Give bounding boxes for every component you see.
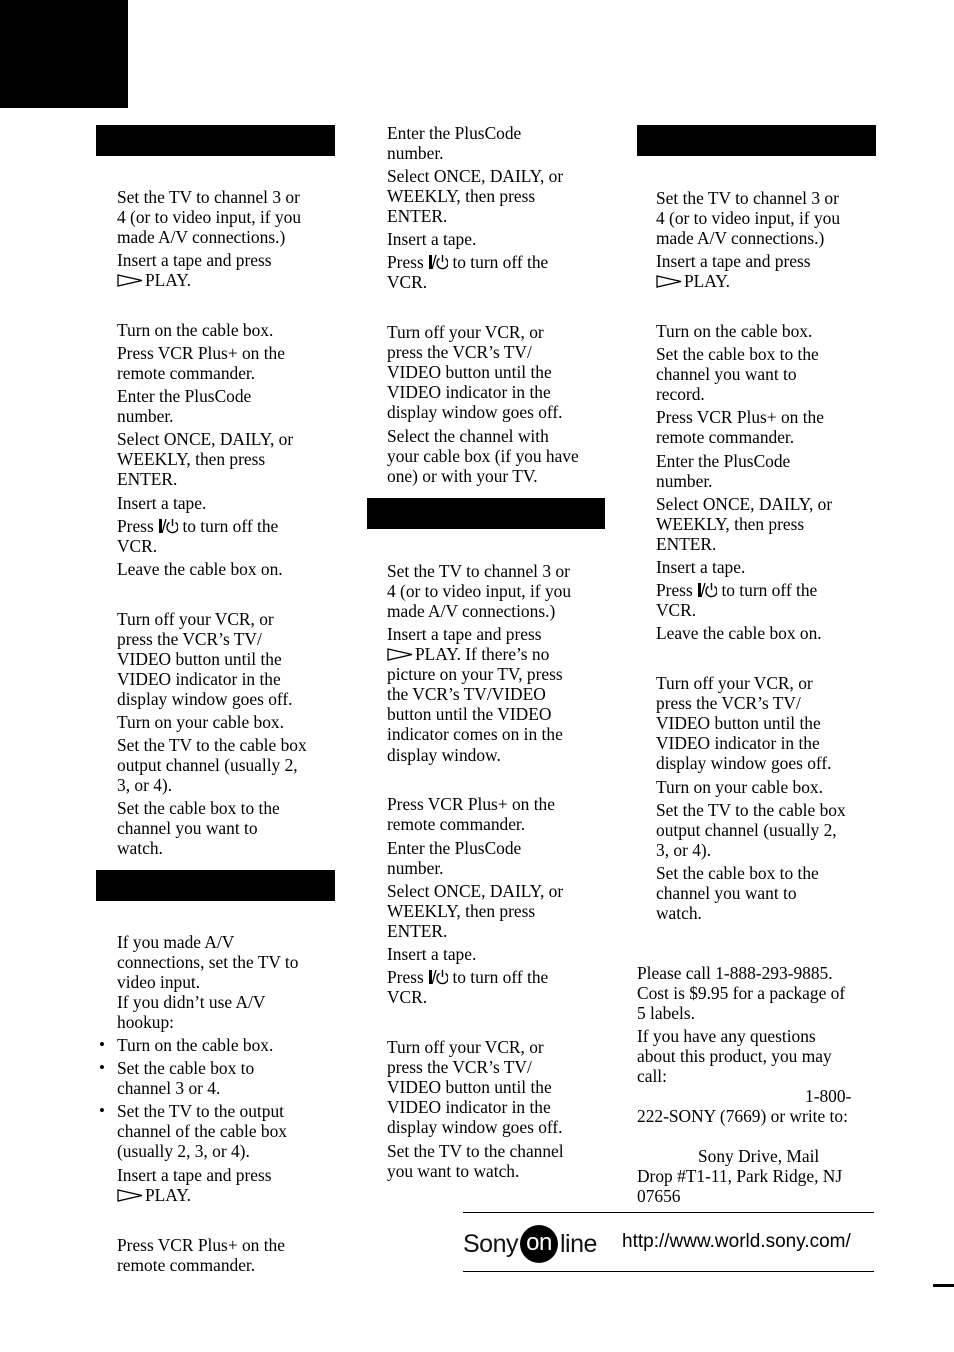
step-text: Set the cable box to the channel you want to record. [656, 344, 819, 405]
phone-number: 1-800- [805, 1086, 852, 1106]
step-text: Set the TV to the channel you want to watch. [387, 1141, 564, 1182]
step-text: Insert a tape and press PLAY. [117, 1165, 272, 1206]
step-text: Leave the cable box on. [656, 623, 822, 643]
step-text: Set the TV to channel 3 or 4 (or to video input, if you made A/V connections.) [656, 188, 841, 249]
power-icon [697, 582, 717, 598]
step-text: Insert a tape. [656, 557, 746, 577]
corner-block [0, 0, 128, 108]
step-text: Turn on your cable box. [656, 777, 823, 797]
section-bar [96, 125, 335, 156]
phone-number: 222-SONY (7669) or write to: [637, 1106, 848, 1126]
step-text: Press VCR Plus+ on the remote commander. [117, 1235, 285, 1276]
step-text: Turn off your VCR, or press the VCR’s TV/ VIDEO button until the VIDEO indicator in the display window goes off. [387, 1037, 563, 1138]
step-text: Press VCR Plus+ on the remote commander. [117, 343, 285, 384]
section-bar [96, 870, 335, 901]
footer-rule-bottom [463, 1271, 874, 1272]
list-item: Turn on the cable box. [117, 1035, 274, 1055]
step-text: Turn on your cable box. [117, 712, 284, 732]
sony-online-logo: Sony on line [463, 1226, 597, 1262]
step-text: Turn on the cable box. [656, 321, 813, 341]
page-edge-mark [933, 1284, 954, 1287]
step-text: Select ONCE, DAILY, or WEEKLY, then press ENTER. [656, 494, 833, 555]
step-text: Select the channel with your cable box (if you have one) or with your TV. [387, 426, 579, 487]
step-text: Press VCR Plus+ on the remote commander. [656, 407, 824, 448]
play-icon [117, 1189, 143, 1202]
power-icon [428, 254, 448, 270]
step-text: Turn off your VCR, or press the VCR’s TV/ VIDEO button until the VIDEO indicator in the display window goes off. [387, 322, 563, 423]
step-text: Enter the PlusCode number. [387, 838, 522, 879]
bullet: • [99, 1058, 105, 1077]
step-text: Press VCR Plus+ on the remote commander. [387, 794, 555, 835]
step-text: Press to turn off the VCR. [656, 580, 818, 621]
section-bar [367, 498, 605, 529]
step-text: Insert a tape. [387, 229, 477, 249]
step-text: Set the TV to channel 3 or 4 (or to video input, if you made A/V connections.) [117, 187, 302, 248]
step-text: Set the cable box to the channel you want to watch. [656, 863, 819, 924]
mailing-address: Sony Drive, Mail [698, 1146, 820, 1166]
step-text: Press to turn off the VCR. [117, 516, 279, 557]
step-text: Set the TV to channel 3 or 4 (or to video input, if you made A/V connections.) [387, 561, 572, 622]
play-icon [656, 275, 682, 288]
step-text: Select ONCE, DAILY, or WEEKLY, then press ENTER. [117, 429, 294, 490]
step-text: Turn off your VCR, or press the VCR’s TV/ VIDEO button until the VIDEO indicator in the display window goes off. [656, 673, 832, 774]
step-text: Leave the cable box on. [117, 559, 283, 579]
label-order-text: Please call 1-888-293-9885. Cost is $9.95 for a package of 5 labels. [637, 963, 846, 1024]
play-icon [117, 274, 143, 287]
step-text: Set the cable box to the channel you want to watch. [117, 798, 280, 859]
section-bar [637, 125, 876, 156]
step-text: Select ONCE, DAILY, or WEEKLY, then press ENTER. [387, 166, 564, 227]
mailing-address: 07656 [637, 1186, 681, 1206]
step-text: Insert a tape. [117, 493, 207, 513]
play-icon [387, 648, 413, 661]
list-item: Set the cable box to channel 3 or 4. [117, 1058, 255, 1099]
step-text: Enter the PlusCode number. [656, 451, 791, 492]
step-text: Turn off your VCR, or press the VCR’s TV/ VIDEO button until the VIDEO indicator in the display window goes off. [117, 609, 293, 710]
step-text: Press to turn off the VCR. [387, 967, 549, 1008]
step-text: Turn on the cable box. [117, 320, 274, 340]
list-item: Set the TV to the output channel of the cable box (usually 2, 3, or 4). [117, 1101, 287, 1162]
power-icon [158, 518, 178, 534]
step-text: Press to turn off the VCR. [387, 252, 549, 293]
step-text: Enter the PlusCode number. [117, 386, 252, 427]
bullet: • [99, 1101, 105, 1120]
bullet: • [99, 1035, 105, 1054]
step-text: Select ONCE, DAILY, or WEEKLY, then press ENTER. [387, 881, 564, 942]
mailing-address: Drop #T1-11, Park Ridge, NJ [637, 1166, 843, 1186]
step-text: Insert a tape and press PLAY. [117, 250, 272, 291]
website-link[interactable]: http://www.world.sony.com/ [622, 1231, 851, 1252]
step-text: Set the TV to the cable box output channel (usually 2, 3, or 4). [656, 800, 846, 861]
step-text: If you made A/V connections, set the TV to video input. If you didn’t use A/V hookup: [117, 932, 299, 1033]
step-text: Insert a tape and press PLAY. [656, 251, 811, 292]
questions-text: If you have any questions about this product, you may call: [637, 1026, 832, 1087]
step-text: Enter the PlusCode number. [387, 123, 522, 164]
footer-rule-top [463, 1212, 874, 1213]
step-text: Insert a tape and press PLAY. If there’s no picture on your TV, press the VCR’s TV/VIDEO button until the VIDEO indicator comes on in the display window. [387, 624, 563, 765]
step-text: Insert a tape. [387, 944, 477, 964]
step-text: Set the TV to the cable box output channel (usually 2, 3, or 4). [117, 735, 307, 796]
power-icon [428, 969, 448, 985]
